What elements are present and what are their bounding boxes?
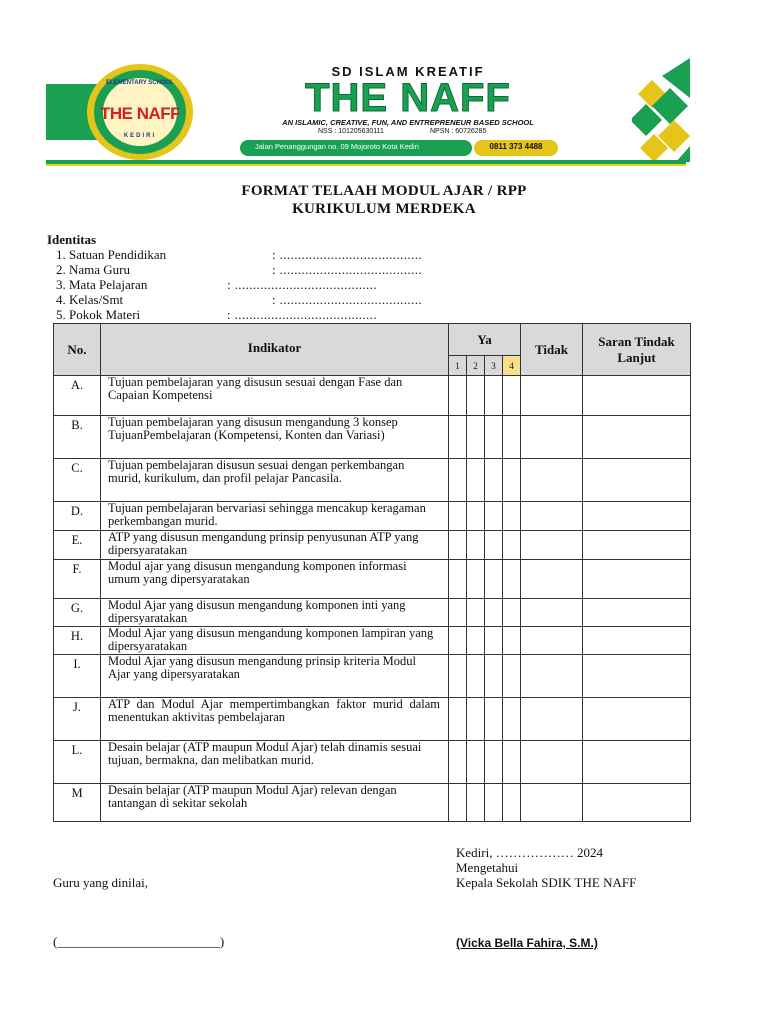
score-3-cell[interactable] (485, 459, 503, 502)
saran-cell[interactable] (583, 655, 691, 698)
score-4-cell[interactable] (503, 376, 521, 416)
identitas-field[interactable]: : ....................................... (272, 262, 423, 277)
score-3-cell[interactable] (485, 416, 503, 459)
row-number: G. (54, 599, 101, 627)
score-4-cell[interactable] (503, 502, 521, 531)
mengetahui-label: Mengetahui (456, 860, 519, 875)
saran-cell[interactable] (583, 698, 691, 741)
row-indicator: ATP dan Modul Ajar mempertimbangkan faktor murid dalam menentukan aktivitas pembelajaran (101, 698, 449, 741)
school-type: SD ISLAM KREATIF (331, 64, 485, 79)
score-1-cell[interactable] (449, 655, 467, 698)
score-1-cell[interactable] (449, 627, 467, 655)
header-saran: Saran Tindak Lanjut (583, 324, 691, 376)
identitas-label: 3. Mata Pelajaran (56, 277, 148, 292)
score-1-cell[interactable] (449, 560, 467, 599)
score-4-cell[interactable] (503, 459, 521, 502)
score-3-cell[interactable] (485, 698, 503, 741)
row-indicator: Desain belajar (ATP maupun Modul Ajar) telah dinamis sesuai tujuan, bermakna, dan melibatkan murid. (101, 741, 449, 784)
score-1-cell[interactable] (449, 599, 467, 627)
score-2-cell[interactable] (467, 560, 485, 599)
row-number: D. (54, 502, 101, 531)
score-4-cell[interactable] (503, 560, 521, 599)
score-4-cell[interactable] (503, 599, 521, 627)
tidak-cell[interactable] (521, 560, 583, 599)
document-subtitle: KURIKULUM MERDEKA (292, 201, 476, 217)
row-number: F. (54, 560, 101, 599)
saran-cell[interactable] (583, 599, 691, 627)
score-2-cell[interactable] (467, 741, 485, 784)
score-2-cell[interactable] (467, 698, 485, 741)
identitas-label: 1. Satuan Pendidikan (56, 247, 167, 262)
score-2-cell[interactable] (467, 416, 485, 459)
school-phone: 0811 373 4488 (489, 142, 543, 151)
row-number: B. (54, 416, 101, 459)
row-indicator: Modul Ajar yang disusun mengandung komponen inti yang dipersyaratakan (101, 599, 449, 627)
identitas-label: 4. Kelas/Smt (56, 292, 124, 307)
nss-number: NSS : 101205630111 (318, 128, 384, 135)
score-4-cell[interactable] (503, 741, 521, 784)
identitas-field[interactable]: : ....................................... (227, 277, 378, 292)
score-1-cell[interactable] (449, 741, 467, 784)
score-2-cell[interactable] (467, 376, 485, 416)
row-number: H. (54, 627, 101, 655)
score-4-cell[interactable] (503, 784, 521, 822)
identitas-row (0, 277, 768, 293)
school-address: Jalan Penanggungan no. 09 Mojoroto Kota Kediri (255, 142, 419, 151)
tidak-cell[interactable] (521, 459, 583, 502)
logo-arc-bottom: KEDIRI (123, 133, 157, 139)
saran-cell[interactable] (583, 741, 691, 784)
header-ya: Ya (449, 324, 521, 356)
ya-scale-3: 3 (485, 356, 503, 376)
document-title: FORMAT TELAAH MODUL AJAR / RPP (241, 183, 527, 199)
identitas-row (0, 292, 768, 308)
saran-cell[interactable] (583, 376, 691, 416)
score-1-cell[interactable] (449, 698, 467, 741)
score-4-cell[interactable] (503, 655, 521, 698)
score-1-cell[interactable] (449, 502, 467, 531)
tidak-cell[interactable] (521, 416, 583, 459)
tidak-cell[interactable] (521, 502, 583, 531)
tidak-cell[interactable] (521, 784, 583, 822)
row-number: M (54, 784, 101, 822)
table-row (54, 416, 691, 459)
table-row (54, 784, 691, 822)
row-indicator: Modul Ajar yang disusun mengandung prinsip kriteria Modul Ajar yang dipersyaratakan (101, 655, 449, 698)
header-tidak: Tidak (521, 324, 583, 376)
identitas-label: 2. Nama Guru (56, 262, 131, 277)
identitas-field[interactable]: : ....................................... (272, 292, 423, 307)
score-3-cell[interactable] (485, 502, 503, 531)
score-3-cell[interactable] (485, 627, 503, 655)
score-4-cell[interactable] (503, 698, 521, 741)
score-1-cell[interactable] (449, 784, 467, 822)
tidak-cell[interactable] (521, 531, 583, 560)
saran-cell[interactable] (583, 627, 691, 655)
row-number: C. (54, 459, 101, 502)
table-row (54, 698, 691, 741)
score-3-cell[interactable] (485, 531, 503, 560)
row-indicator: Desain belajar (ATP maupun Modul Ajar) relevan dengan tantangan di sekitar sekolah (101, 784, 449, 822)
row-indicator: Tujuan pembelajaran disusun sesuai dengan perkembangan murid, kurikulum, dan profil pelajar Pancasila. (101, 459, 449, 502)
table-row (54, 655, 691, 698)
score-2-cell[interactable] (467, 599, 485, 627)
score-4-cell[interactable] (503, 531, 521, 560)
identitas-row (0, 247, 768, 263)
score-1-cell[interactable] (449, 459, 467, 502)
score-1-cell[interactable] (449, 531, 467, 560)
table-row (54, 627, 691, 655)
school-brand: THE NAFF (305, 76, 511, 120)
tidak-cell[interactable] (521, 376, 583, 416)
table-row (54, 560, 691, 599)
table-row (54, 741, 691, 784)
identitas-row (0, 262, 768, 278)
identitas-row (0, 307, 768, 323)
place-date: Kediri, ……………… 2024 (456, 845, 603, 860)
identitas-heading: Identitas (47, 232, 97, 247)
table-row (54, 459, 691, 502)
row-indicator: Tujuan pembelajaran yang disusun sesuai dengan Fase dan Capaian Kompetensi (101, 376, 449, 416)
score-3-cell[interactable] (485, 560, 503, 599)
row-indicator: Tujuan pembelajaran bervariasi sehingga mencakup keragaman perkembangan murid. (101, 502, 449, 531)
score-3-cell[interactable] (485, 599, 503, 627)
school-tagline: AN ISLAMIC, CREATIVE, FUN, AND ENTREPRENEUR BASED SCHOOL (282, 118, 534, 127)
table-row (54, 376, 691, 416)
score-2-cell[interactable] (467, 502, 485, 531)
row-number: A. (54, 376, 101, 416)
npsn-number: NPSN : 60726285 (430, 128, 487, 135)
tidak-cell[interactable] (521, 599, 583, 627)
logo-arc-top: ELEMENTARY SCHOOL (106, 80, 174, 86)
tidak-cell[interactable] (521, 698, 583, 741)
header-indikator: Indikator (101, 324, 449, 376)
score-2-cell[interactable] (467, 459, 485, 502)
row-indicator: Modul Ajar yang disusun mengandung komponen lampiran yang dipersyaratakan (101, 627, 449, 655)
saran-cell[interactable] (583, 502, 691, 531)
guru-signature-line[interactable]: (_________________________) (53, 934, 225, 949)
table-row (54, 531, 691, 560)
row-indicator: Tujuan pembelajaran yang disusun mengandung 3 konsep TujuanPembelajaran (Kompetensi, Konten dan Variasi) (101, 416, 449, 459)
row-number: I. (54, 655, 101, 698)
guru-label: Guru yang dinilai, (53, 875, 148, 890)
score-4-cell[interactable] (503, 627, 521, 655)
tidak-cell[interactable] (521, 627, 583, 655)
score-4-cell[interactable] (503, 416, 521, 459)
row-number: E. (54, 531, 101, 560)
saran-cell[interactable] (583, 416, 691, 459)
score-2-cell[interactable] (467, 531, 485, 560)
score-3-cell[interactable] (485, 655, 503, 698)
saran-cell[interactable] (583, 459, 691, 502)
tidak-cell[interactable] (521, 655, 583, 698)
saran-cell[interactable] (583, 531, 691, 560)
header-decoration (632, 58, 690, 162)
score-1-cell[interactable] (449, 416, 467, 459)
score-3-cell[interactable] (485, 784, 503, 822)
score-2-cell[interactable] (467, 784, 485, 822)
tidak-cell[interactable] (521, 741, 583, 784)
review-table (53, 323, 691, 822)
score-3-cell[interactable] (485, 741, 503, 784)
score-3-cell[interactable] (485, 376, 503, 416)
table-row (54, 599, 691, 627)
row-number: J. (54, 698, 101, 741)
header-no: No. (54, 324, 101, 376)
kepala-sekolah-label: Kepala Sekolah SDIK THE NAFF (456, 875, 637, 890)
ya-scale-2: 2 (467, 356, 485, 376)
ya-scale-1: 1 (449, 356, 467, 376)
score-2-cell[interactable] (467, 655, 485, 698)
kepala-sekolah-name: (Vicka Bella Fahira, S.M.) (456, 936, 598, 950)
saran-cell[interactable] (583, 560, 691, 599)
score-2-cell[interactable] (467, 627, 485, 655)
identitas-field[interactable]: : ....................................... (227, 307, 378, 322)
identitas-label: 5. Pokok Materi (56, 307, 141, 322)
saran-cell[interactable] (583, 784, 691, 822)
logo-name: THE NAFF (99, 104, 181, 123)
row-indicator: ATP yang disusun mengandung prinsip penyusunan ATP yang dipersyaratakan (101, 531, 449, 560)
score-1-cell[interactable] (449, 376, 467, 416)
table-row (54, 502, 691, 531)
row-number: L. (54, 741, 101, 784)
ya-scale-4: 4 (503, 356, 521, 376)
header-rule-yellow (46, 164, 686, 166)
row-indicator: Modul ajar yang disusun mengandung komponen informasi umum yang dipersyaratakan (101, 560, 449, 599)
identitas-field[interactable]: : ....................................... (272, 247, 423, 262)
